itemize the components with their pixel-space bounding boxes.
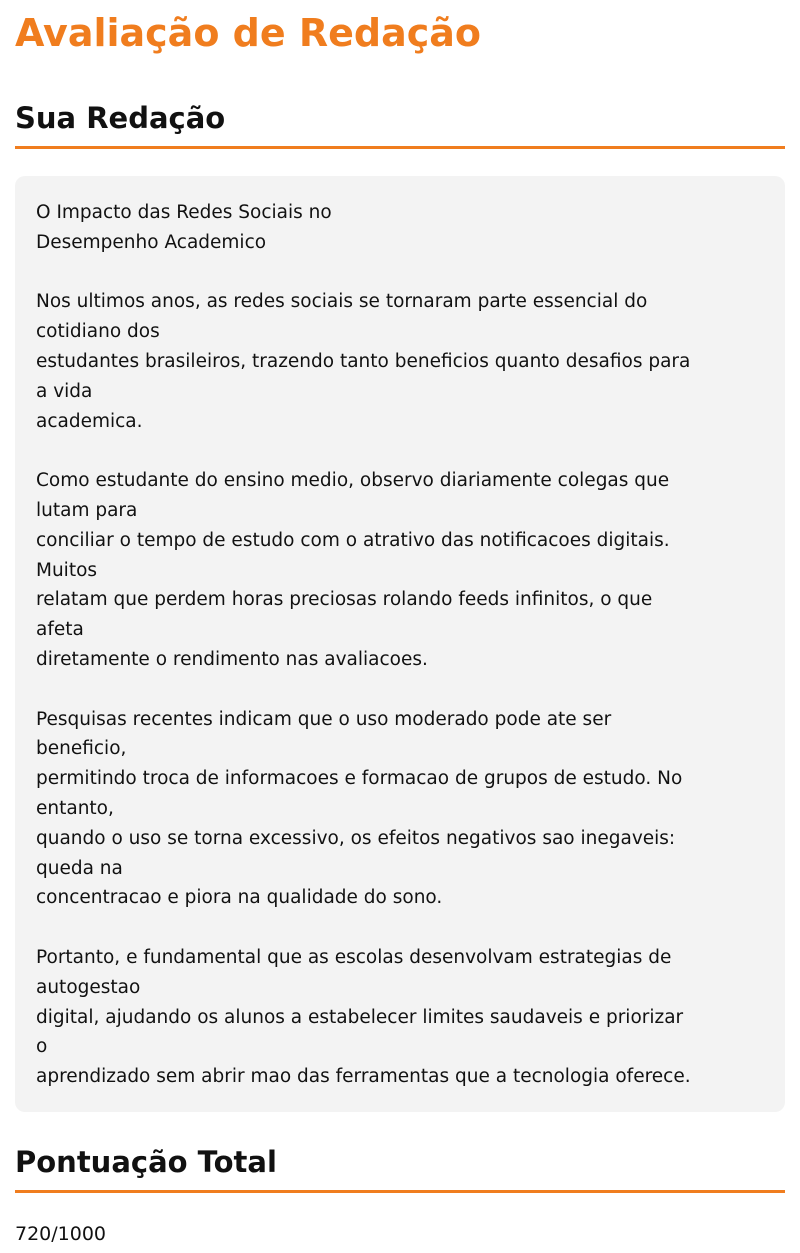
essay-line: lutam para bbox=[36, 499, 138, 521]
essay-line: queda na bbox=[36, 857, 123, 879]
essay-line: a vida bbox=[36, 380, 93, 402]
essay-title bbox=[36, 198, 763, 258]
essay-line: entanto, bbox=[36, 797, 114, 819]
essay-paragraph-1 bbox=[36, 287, 763, 436]
essay-line: beneficio, bbox=[36, 738, 127, 760]
essay-text-box bbox=[15, 176, 785, 1112]
essay-paragraph-3 bbox=[36, 705, 763, 914]
essay-line: cotidiano dos bbox=[36, 321, 160, 343]
essay-title-line: Desempenho Academico bbox=[36, 231, 267, 253]
essay-line: autogestao bbox=[36, 976, 141, 998]
essay-line: afeta bbox=[36, 619, 84, 641]
essay-line: quando o uso se torna excessivo, os efeitos negativos sao inegaveis: bbox=[36, 827, 676, 849]
essay-line: concentracao e piora na qualidade do sono. bbox=[36, 887, 443, 909]
essay-line: conciliar o tempo de estudo com o atrativo das notificacoes digitais. bbox=[36, 529, 670, 551]
essay-line: digital, ajudando os alunos a estabelecer limites saudaveis e priorizar bbox=[36, 1006, 684, 1028]
essay-line: Pesquisas recentes indicam que o uso moderado pode ate ser bbox=[36, 708, 612, 730]
essay-line: Nos ultimos anos, as redes sociais se tornaram parte essencial do bbox=[36, 291, 648, 313]
essay-line: estudantes brasileiros, trazendo tanto beneficios quanto desafios para bbox=[36, 350, 691, 372]
page-title: Avaliação de Redação bbox=[15, 11, 482, 55]
essay-line: Muitos bbox=[36, 559, 98, 581]
essay-line: academica. bbox=[36, 410, 143, 432]
essay-paragraph-2 bbox=[36, 466, 763, 675]
total-score-value: 720/1000 bbox=[15, 1222, 107, 1245]
essay-section-heading: Sua Redação bbox=[15, 70, 785, 149]
essay-line: Como estudante do ensino medio, observo diariamente colegas que bbox=[36, 470, 670, 492]
essay-line: Portanto, e fundamental que as escolas desenvolvam estrategias de bbox=[36, 946, 672, 968]
essay-line: aprendizado sem abrir mao das ferramentas que a tecnologia oferece. bbox=[36, 1066, 691, 1088]
score-section-heading: Pontuação Total bbox=[15, 1112, 785, 1193]
essay-paragraph-4 bbox=[36, 943, 763, 1092]
essay-title-line: O Impacto das Redes Sociais no bbox=[36, 202, 332, 223]
essay-line: relatam que perdem horas preciosas rolando feeds infinitos, o que bbox=[36, 589, 653, 611]
essay-line: permitindo troca de informacoes e formacao de grupos de estudo. No bbox=[36, 768, 683, 790]
essay-line: o bbox=[36, 1036, 48, 1058]
essay-line: diretamente o rendimento nas avaliacoes. bbox=[36, 648, 428, 670]
